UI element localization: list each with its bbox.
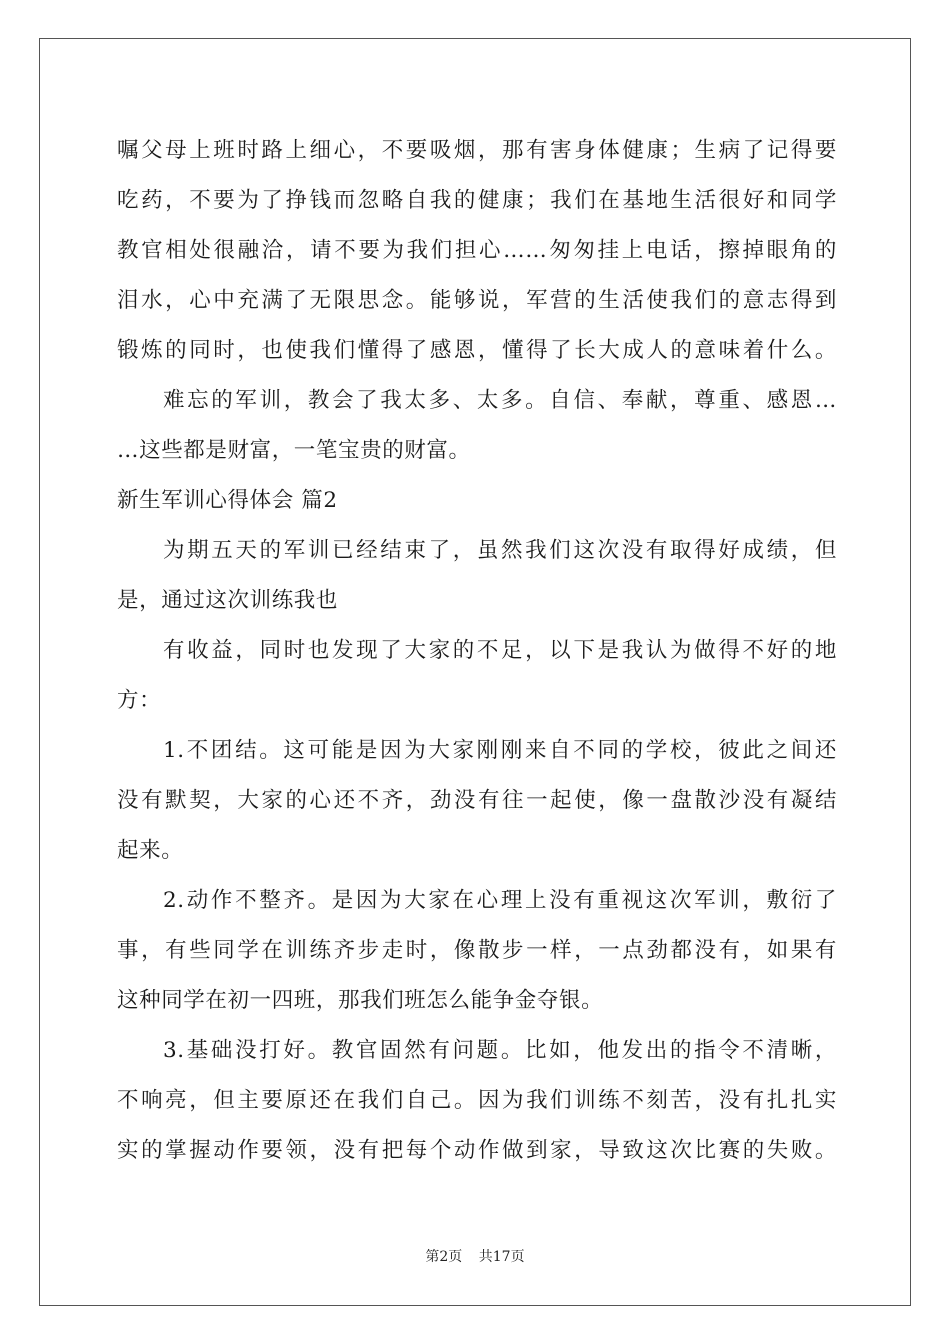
text-line: 不响亮，但主要原还在我们自己。因为我们训练不刻苦，没有扎扎实 <box>117 1088 837 1113</box>
text-line: 嘱父母上班时路上细心，不要吸烟，那有害身体健康；生病了记得要 <box>117 138 837 163</box>
page-total: 共17页 <box>478 1249 525 1265</box>
page-footer <box>0 1246 950 1266</box>
text-line: 方： <box>117 688 162 713</box>
text-line: 这种同学在初一四班，那我们班怎么能争金夺银。 <box>117 988 604 1013</box>
text-line: 实的掌握动作要领，没有把每个动作做到家，导致这次比赛的失败。 <box>117 1138 837 1163</box>
text-line: 泪水，心中充满了无限思念。能够说，军营的生活使我们的意志得到 <box>117 288 837 313</box>
text-line: 起来。 <box>117 838 184 863</box>
text-line: …这些都是财富，一笔宝贵的财富。 <box>117 438 471 463</box>
text-line: 是，通过这次训练我也 <box>117 588 339 613</box>
text-line: 没有默契，大家的心还不齐，劲没有往一起使，像一盘散沙没有凝结 <box>117 788 837 813</box>
text-line: 1.不团结。这可能是因为大家刚刚来自不同的学校，彼此之间还 <box>163 738 837 763</box>
text-line: 有收益，同时也发现了大家的不足，以下是我认为做得不好的地 <box>163 638 837 663</box>
text-line: 事，有些同学在训练齐步走时，像散步一样，一点劲都没有，如果有 <box>117 938 837 963</box>
text-line: 教官相处很融洽，请不要为我们担心……匆匆挂上电话，擦掉眼角的 <box>117 238 837 263</box>
text-line: 3.基础没打好。教官固然有问题。比如，他发出的指令不清晰， <box>163 1038 837 1063</box>
text-line: 锻炼的同时，也使我们懂得了感恩，懂得了长大成人的意味着什么。 <box>117 338 837 363</box>
text-line: 吃药，不要为了挣钱而忽略自我的健康；我们在基地生活很好和同学 <box>117 188 837 213</box>
page-number: 第2页 <box>425 1249 463 1265</box>
text-line: 2.动作不整齐。是因为大家在心理上没有重视这次军训，敷衍了 <box>163 888 837 913</box>
text-line: 为期五天的军训已经结束了，虽然我们这次没有取得好成绩，但 <box>163 538 837 563</box>
document-body <box>117 126 837 1176</box>
text-line: 难忘的军训，教会了我太多、太多。自信、奉献，尊重、感恩… <box>163 388 837 413</box>
section-heading: 新生军训心得体会 篇2 <box>117 488 338 513</box>
